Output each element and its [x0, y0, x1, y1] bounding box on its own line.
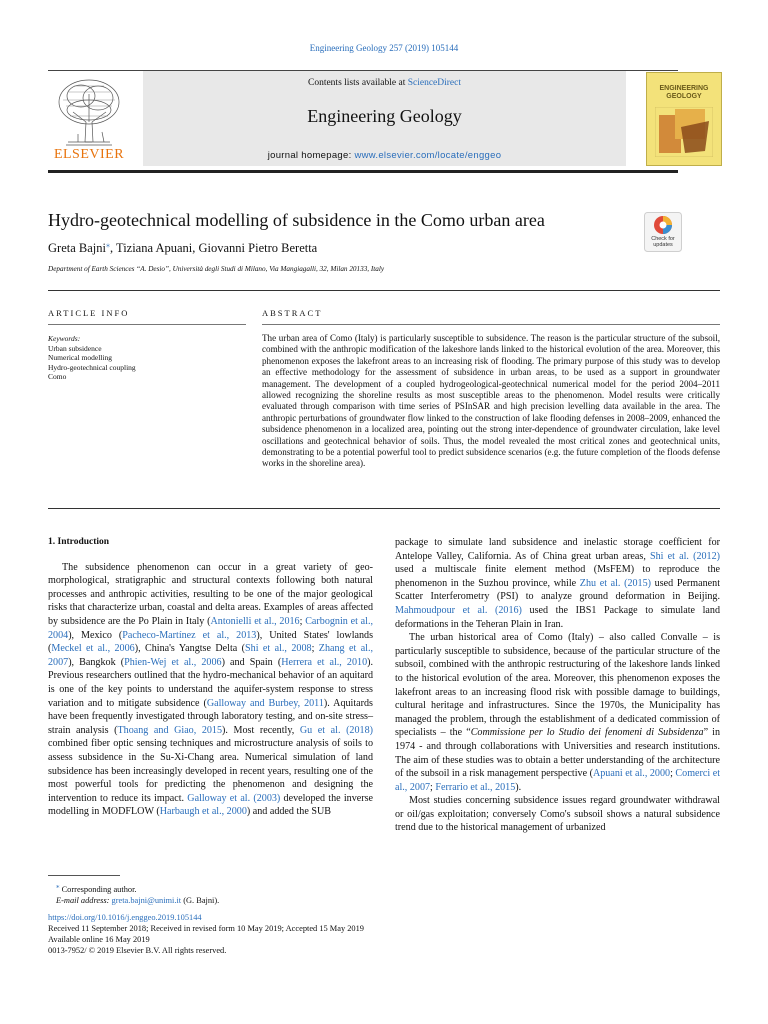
text-run: combined fiber optic sensing techniques and microstructure analysis of soils to assess subsidence in the Su-Xi-Chang area. Numerical simulation of land subsidence has been increasingly developed in recent years, resulting one of the most powerful tools for predicting the phenomenon and designing the intervention to reduce its impact.: [48, 738, 373, 804]
footnote-mark: ⁎: [56, 882, 60, 890]
text-run: ) and Spain (: [221, 656, 282, 668]
article-info-rule: [48, 324, 246, 325]
abstract-rule: [262, 324, 720, 325]
paragraph: [48, 561, 373, 819]
text-run: ), Mexico (: [68, 629, 123, 641]
text-run: The urban historical area of Como (Italy) – also called Convalle – is particularly susceptible to subsidence, because of the particular structure of the subsoil, combined with the anthropic restructuring of the lakeshore lands linked to the historical evolution of the area. Moreover, this phenomenon exposes the lakefront areas to an increasing flood risk with possible damage to buildings, cultural heritage and infrastructures. Since the 1970s, the Municipality has managed the problem, through the establishment of a dedicated commission of specialists – the “: [395, 632, 720, 739]
citation-link[interactable]: Pacheco-Martínez et al., 2013: [122, 629, 257, 641]
email-label: E-mail address:: [56, 895, 112, 905]
cover-title-line-2: GEOLOGY: [666, 93, 702, 100]
text-run: ). Aquitards have been frequently investigated through laboratory testing, and on-site stress–strain analysis (: [48, 697, 373, 736]
corresponding-author-mark[interactable]: ⁎: [105, 240, 110, 249]
citation-link[interactable]: Harbaugh et al., 2000: [159, 806, 247, 818]
text-run: ).: [515, 781, 522, 793]
journal-cover-thumbnail[interactable]: [646, 72, 722, 166]
homepage-prefix: journal homepage:: [267, 150, 355, 161]
paper-title: Hydro-geotechnical modelling of subsidence in the Como urban area: [48, 210, 545, 230]
text-run: ;: [311, 643, 319, 655]
citation-link[interactable]: Galloway and Burbey, 2011: [206, 697, 324, 709]
email-link[interactable]: greta.bajni@unimi.it: [111, 895, 182, 905]
article-info-heading: ARTICLE INFO: [48, 308, 130, 318]
email-note: [48, 895, 448, 906]
text-run: ;: [670, 768, 676, 780]
email-suffix: (G. Bajni).: [181, 895, 220, 905]
citation-link[interactable]: Gu et al. (2018): [299, 724, 373, 736]
cover-title: [647, 85, 721, 101]
check-for-updates-line-1: Check for: [651, 236, 675, 242]
paragraph: [395, 794, 720, 835]
citation-link[interactable]: Herrera et al., 2010: [281, 656, 368, 668]
corresponding-author-text: Corresponding author.: [61, 884, 137, 894]
abstract-text: The urban area of Como (Italy) is particularly susceptible to subsidence. The reason is the particular structure of the subsoil, combined with the anthropic modification of the lakeshore lands linked to the historical evolution of the area. Moreover, this phenomenon exposes the lakefront areas to an increasing risk of flooding. The primary purpose of this study was to develop an effective methodology for the assessment of subsidence in urban areas, to be used as a support in groundwater management. The development of a coupled hydrogeological-geotechnical numerical model for the period 2004–2011 allowed recognizing the shoreline results as most susceptible areas to the phenomenon. Model results were critically evaluated through comparison with time series of PSInSAR and high precision levelling data available in the area. The anthropic perturbations of groundwater flow linked to the construction of lake flooding defenses in 2008–2009, enhanced the subsidence phenomenon in a localized area, pointing out the strong inter-dependence of groundwater circulation, lake level oscillations and geotechnical behavior of soils. Thus, the model revealed the most critical zones and geotechnical units, demonstrating to be a potential powerful tool to predict subsidence scenarios (e.g. the future completion of the floods defense works in the shoreline area).: [262, 333, 720, 469]
contents-line: [143, 78, 626, 88]
citation-link[interactable]: Zhang et al., 2007: [48, 643, 374, 668]
abstract-heading: ABSTRACT: [262, 308, 323, 318]
corresponding-author-note: [48, 881, 448, 895]
affiliation: Department of Earth Sciences “A. Desio”, Università degli Studi di Milano, Via Mangiagalli, 32, Milan 20133, Italy: [48, 265, 385, 273]
keyword-item: Urban subsidence: [48, 343, 102, 353]
text-run: used the IBS1 Package to simulate land deformations in the Teheran Plain in Iran.: [395, 604, 720, 630]
author-bajni[interactable]: Greta Bajni: [48, 241, 106, 256]
citation-link[interactable]: Apuani et al., 2000: [592, 768, 671, 780]
text-run: ), United States' lowlands (: [48, 629, 373, 655]
paragraph: [395, 631, 720, 794]
citation-link[interactable]: Phien-Wej et al., 2006: [124, 656, 222, 668]
text-run: ) and added the SUB: [246, 806, 331, 818]
check-for-updates-line-2: updates: [653, 242, 673, 248]
keyword-item: Numerical modelling: [48, 353, 112, 362]
text-run: ). Most recently,: [222, 724, 300, 736]
elsevier-wordmark: ELSEVIER: [53, 147, 125, 162]
text-run: developed the inverse modelling in MODFLOW (: [48, 792, 373, 818]
paragraph: [395, 536, 720, 631]
sciencedirect-link[interactable]: ScienceDirect: [407, 78, 461, 88]
divider: [48, 290, 720, 291]
citation-link[interactable]: Mahmoudpour et al. (2016): [395, 604, 522, 616]
contents-prefix: Contents lists available at: [307, 78, 408, 88]
masthead-bottom-rule: [48, 170, 678, 173]
italic-text: Commissione per lo Studio dei fenomeni di Subsidenza: [470, 727, 704, 739]
footnotes: [48, 881, 448, 956]
citation-link[interactable]: Shi et al. (2012): [650, 550, 720, 562]
homepage-link[interactable]: www.elsevier.com/locate/enggeo: [354, 150, 502, 161]
body-column-left: [48, 536, 373, 819]
keywords-label: Keywords:: [48, 334, 81, 343]
citation-link[interactable]: Thoang and Giao, 2015: [117, 724, 223, 736]
text-run: used Permanent Scatter Interferometry (PSI) to analyze ground deformation in Beijing.: [395, 577, 721, 603]
citation-link[interactable]: Shi et al., 2008: [245, 643, 312, 655]
text-run: package to simulate land subsidence and inelastic storage coefficient for Antelope Valley, California. As of China great urban areas,: [395, 537, 720, 562]
text-run: ). Previous researchers outlined that the hydro-mechanical behavior of an aquitard is one of the key points to understand the aquifer-system response to stress variation and to mitigate subsidence (: [48, 656, 374, 709]
citation-link[interactable]: Galloway et al. (2003): [187, 792, 281, 804]
text-run: ;: [299, 615, 306, 627]
text-run: ), China's Yangtse Delta (: [134, 643, 246, 655]
footnote-rule: [48, 875, 120, 876]
text-run: ;: [430, 781, 436, 793]
keyword-item: Hydro-geotechnical coupling: [48, 362, 136, 372]
journal-reference-link[interactable]: Engineering Geology 257 (2019) 105144: [309, 43, 459, 53]
citation-link[interactable]: Comerci et al., 2007: [395, 768, 720, 793]
journal-name: Engineering Geology: [307, 106, 462, 126]
divider: [48, 508, 720, 509]
citation-link[interactable]: Zhu et al. (2015): [579, 577, 652, 589]
doi-link[interactable]: https://doi.org/10.1016/j.enggeo.2019.105144: [48, 912, 202, 922]
text-run: ), Bangkok (: [68, 656, 125, 668]
received-dates: Received 11 September 2018; Received in revised form 10 May 2019; Accepted 15 May 2019: [48, 923, 364, 933]
check-for-updates-label: [644, 236, 682, 248]
author-list: [48, 240, 317, 256]
body-column-right: [395, 536, 720, 835]
citation-link[interactable]: Carbognin et al., 2004: [48, 615, 374, 641]
keywords-block: [48, 334, 136, 382]
cover-title-line-1: ENGINEERING: [659, 85, 709, 92]
available-online: Available online 16 May 2019: [48, 934, 150, 944]
text-run: used a multiscale finite element method (MsFEM) to reproduce the phenomenon in the Suzhou province, while: [395, 564, 720, 589]
section-heading-introduction: 1. Introduction: [48, 537, 110, 547]
citation-link[interactable]: Ferrario et al., 2015: [435, 781, 516, 793]
text-run: Most studies concerning subsidence issues regard groundwater withdrawal or oil/gas exploitation; conversely Como's subsoil shows a natural subsidence trend due to the historical management of urbanized: [395, 795, 720, 834]
copyright: 0013-7952/ © 2019 Elsevier B.V. All rights reserved.: [48, 945, 227, 955]
citation-link[interactable]: Meckel et al., 2006: [51, 643, 135, 655]
keyword-item: Como: [48, 372, 67, 381]
text-run: ” in 1974 - and through collaborations with Universities and research institutions. The aim of these studies was to obtain a better understanding of the architecture of the subsoil in a risk management perspective (: [395, 727, 721, 780]
citation-link[interactable]: Antonielli et al., 2016: [210, 615, 300, 627]
other-authors: , Tiziana Apuani, Giovanni Pietro Beretta: [109, 241, 318, 256]
cover-artwork: [655, 107, 713, 157]
homepage-line: [143, 150, 626, 161]
text-run: The subsidence phenomenon can occur in a great variety of geomorphological, stratigraphic and structural contexts following both natural processes and anthropic activities, resulting to be one of the major geological risks that characterize urban, coastal and delta areas. Examples of areas affected by subsidence are the Po Plain in Italy (: [48, 561, 373, 627]
